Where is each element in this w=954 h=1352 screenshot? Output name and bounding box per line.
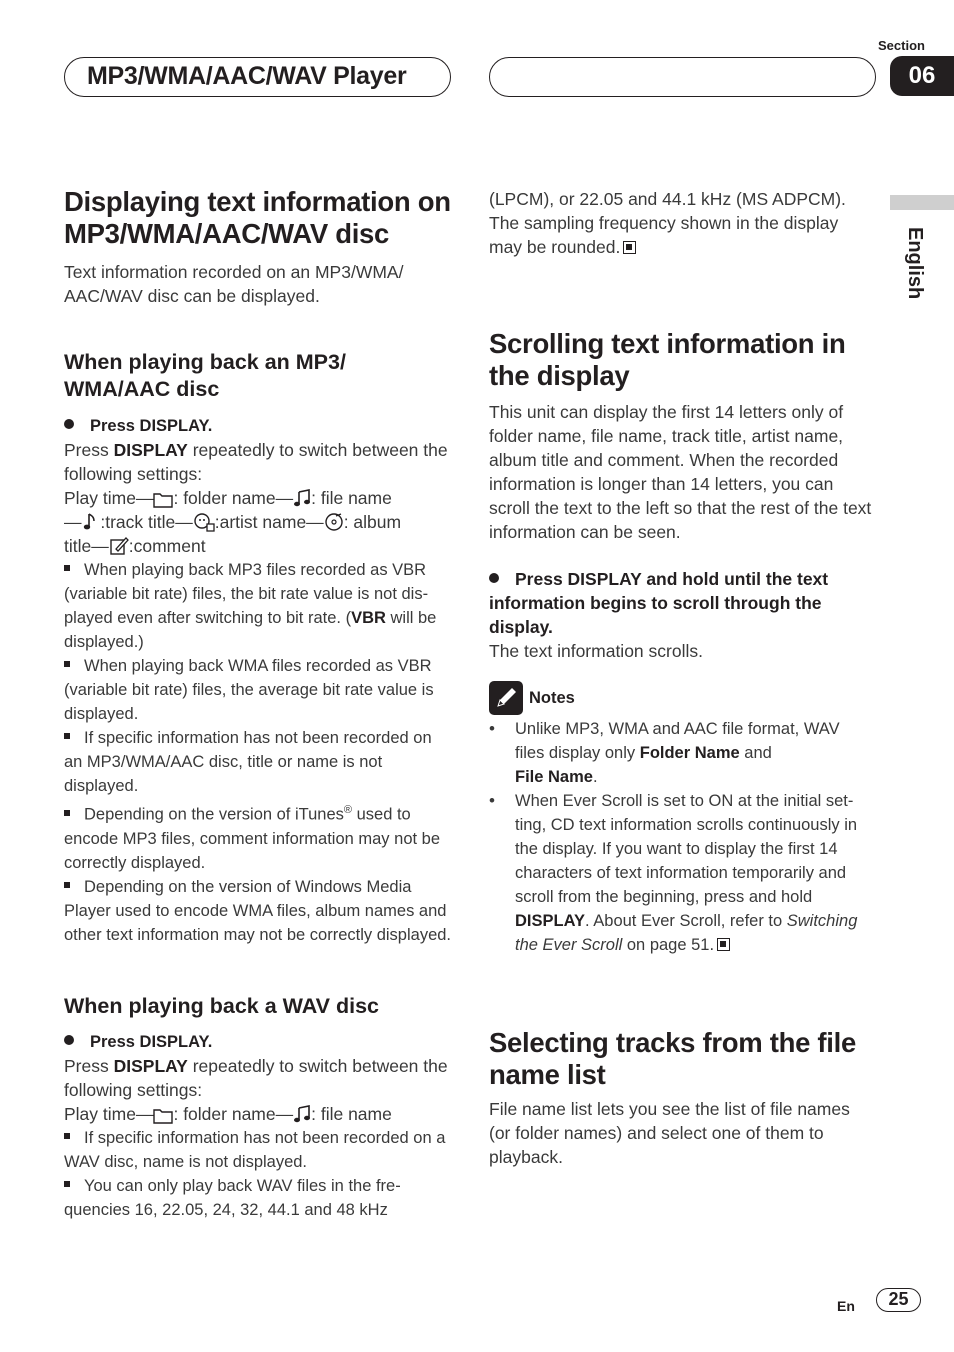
select-title: Selecting tracks from the file name list — [489, 1027, 856, 1090]
footer-lang: En — [837, 1298, 855, 1314]
left-column — [64, 186, 454, 1222]
scroll-result: The text information scrolls. — [489, 641, 703, 661]
notes-pencil-icon — [489, 681, 523, 715]
select-body: File name list lets you see the list of file names (or folder names) and select one of them to playback. — [489, 1099, 850, 1167]
square-bullet — [64, 565, 70, 571]
intro-text: Text information recorded on an MP3/WMA/ AAC/WAV disc can be displayed. — [64, 262, 404, 306]
comment-edit-icon — [109, 536, 129, 556]
end-mark-icon — [623, 241, 636, 254]
bullet-dot — [64, 419, 74, 429]
wav-settings-line: Play time— : folder name— : file name — [64, 1103, 392, 1124]
page-number: 25 — [876, 1288, 921, 1312]
square-bullet — [64, 1133, 70, 1139]
section-label: Section — [878, 38, 925, 53]
folder-icon — [153, 1106, 173, 1124]
mp3-note-vbr: When playing back MP3 files recorded as VBR (variable bit rate) files, the bit rate value is not dis-played even after switching to bit rate. (VBR will be displayed.) — [64, 561, 437, 651]
header-title-box — [64, 57, 451, 97]
scroll-body: This unit can display the first 14 letters only of folder name, file name, track title, artist name, album title and comment. When the recorded information is longer than 14 letters, you can scroll the text to the left so that the rest of the text information can be seen. — [489, 402, 872, 542]
square-bullet — [64, 1181, 70, 1187]
mp3-settings-line-1: Play time— : folder name— : file name — [64, 488, 392, 508]
mp3-note-wmp: Depending on the version of Windows Media Player used to encode WMA files, album names and other text information may not be correctly displayed. — [64, 877, 452, 944]
mp3-note-itunes: Depending on the version of iTunes® used to encode MP3 files, comment information may not be correctly displayed. — [64, 804, 441, 872]
folder-icon — [153, 490, 173, 508]
end-mark-icon — [717, 938, 730, 951]
page-title: Displaying text information on MP3/WMA/AAC/WAV disc — [64, 186, 451, 249]
mp3-settings-line-2: — :track title— :artist name— : album — [64, 512, 402, 532]
header-title: MP3/WMA/AAC/WAV Player — [87, 62, 407, 90]
square-bullet — [64, 733, 70, 739]
mp3-step: Press DISPLAY. — [64, 414, 454, 438]
square-bullet — [64, 882, 70, 888]
single-note-icon — [82, 512, 96, 532]
notes-header — [489, 681, 873, 715]
square-bullet — [64, 810, 70, 816]
notes-label: Notes — [529, 689, 575, 707]
album-disc-icon — [324, 512, 344, 532]
bullet-dot — [489, 573, 499, 583]
mp3-heading: When playing back an MP3/ WMA/AAC disc — [64, 350, 346, 401]
mp3-settings-line-3: title— :comment — [64, 536, 206, 556]
wav-heading: When playing back a WAV disc — [64, 993, 380, 1018]
wav-note-frequencies: You can only play back WAV files in the fre-quencies 16, 22.05, 24, 32, 44.1 and 48 kHz — [64, 1176, 401, 1219]
language-tab-marker — [890, 195, 954, 210]
music-note-icon — [293, 1104, 311, 1124]
scroll-title: Scrolling text information in the display — [489, 328, 846, 391]
mp3-note-missing: If specific information has not been recorded on an MP3/WMA/AAC disc, title or name is not displayed. — [64, 729, 432, 795]
header-blank-box — [489, 57, 876, 97]
artist-icon — [193, 512, 215, 532]
bullet-dot — [64, 1035, 74, 1045]
wav-press-text: Press DISPLAY repeatedly to switch between the following settings: — [64, 1055, 448, 1100]
language-tab-label: English — [904, 227, 926, 300]
mp3-press-text: Press DISPLAY repeatedly to switch between the following settings: — [64, 440, 448, 484]
wav-note-missing: If specific information has not been recorded on a WAV disc, name is not displayed. — [64, 1128, 446, 1171]
continued-text: (LPCM), or 22.05 and 44.1 kHz (MS ADPCM). The sampling frequency shown in the display may be rounded. — [489, 189, 846, 257]
note-item-2: • When Ever Scroll is set to ON at the initial set-ting, CD text information scrolls continuously in the display. If you want to display the first 14 characters of text information temporarily and scroll from the beginning, press and hold DISPLAY. About Ever Scroll, refer to Switching the Ever Scroll on page 51. — [489, 791, 858, 954]
scroll-step: Press DISPLAY and hold until the text information begins to scroll through the display. — [489, 569, 829, 637]
music-note-icon — [293, 488, 311, 508]
mp3-note-wma: When playing back WMA files recorded as VBR (variable bit rate) files, the average bit rate value is displayed. — [64, 657, 434, 723]
right-column — [489, 187, 873, 1169]
wav-step: Press DISPLAY. — [64, 1030, 454, 1054]
note-item-1: • Unlike MP3, WMA and AAC file format, WAV files display only Folder Name and File Name. — [489, 719, 840, 786]
square-bullet — [64, 661, 70, 667]
section-number: 06 — [890, 56, 954, 96]
